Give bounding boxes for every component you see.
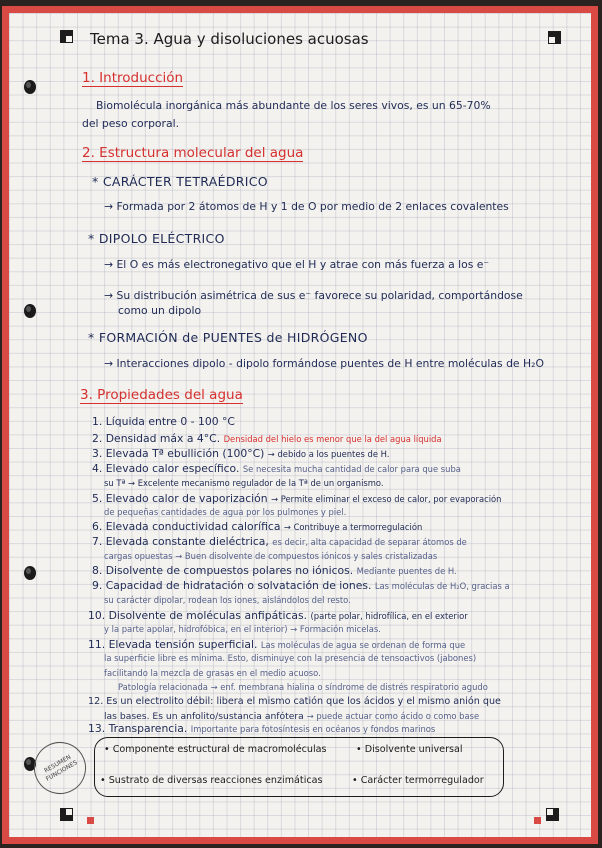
property-item: 11. Elevada tensión superficial. Las moléculas de agua se ordenan de forma que	[88, 638, 466, 651]
corner-marker-icon	[548, 31, 561, 44]
property-item: 12. Es un electrolito débil: libera el mismo catión que los ácidos y el mismo anión que	[88, 696, 501, 707]
property-item: su carácter dipolar, rodean los iones, aislándolos del resto.	[104, 595, 351, 605]
property-item: 4. Elevado calor específico. Se necesita mucha cantidad de calor para que suba	[92, 462, 461, 475]
binder-ring-icon	[24, 566, 36, 580]
corner-marker-icon	[60, 808, 73, 821]
property-item: 10. Disolvente de moléculas anfipáticas. (parte polar, hidrofílica, en el exterior	[88, 609, 468, 622]
summary-item: • Carácter termorregulador	[352, 775, 484, 786]
heading-properties: 3. Propiedades del agua	[80, 387, 243, 403]
intro-line: Biomolécula inorgánica más abundante de los seres vivos, es un 65-70%	[96, 99, 491, 112]
property-item: 7. Elevada constante dieléctrica, es decir, alta capacidad de separar átomos de	[92, 535, 467, 548]
summary-item: • Sustrato de diversas reacciones enzimáticas	[100, 775, 323, 786]
property-item: 8. Disolvente de compuestos polares no iónicos. Mediante puentes de H.	[92, 564, 457, 577]
property-item: la superficie libre es mínima. Esto, disminuye con la presencia de tensoactivos (jabones)	[104, 653, 477, 663]
structure-item: → Interacciones dipolo - dipolo formándose puentes de H entre moléculas de H₂O	[104, 357, 544, 370]
binder-ring-icon	[24, 304, 36, 318]
property-item: 6. Elevada conductividad calorífica → Contribuye a termorregulación	[92, 520, 423, 533]
property-item: 9. Capacidad de hidratación o solvatación de iones. Las moléculas de H₂O, gracias a	[92, 579, 510, 592]
property-item: Patología relacionada → enf. membrana hialina o síndrome de distrés respiratorio agudo	[118, 682, 488, 692]
property-item: las bases. Es un anfolito/sustancia anfótera → puede actuar como ácido o como base	[104, 711, 480, 722]
property-item: 1. Líquida entre 0 - 100 °C	[92, 415, 235, 428]
subheading-tetrahedral: * CARÁCTER TETRAÉDRICO	[92, 174, 268, 189]
corner-marker-icon	[546, 808, 559, 821]
property-item: facilitando la mezcla de grasas en el medio acuoso.	[104, 668, 321, 678]
summary-item: • Componente estructural de macromoléculas	[104, 744, 327, 755]
property-item: 5. Elevado calor de vaporización → Permite eliminar el exceso de calor, por evaporación	[92, 492, 502, 505]
property-item: de pequeñas cantidades de agua por los pulmones y piel.	[104, 507, 347, 517]
summary-item: • Disolvente universal	[356, 744, 463, 755]
page-title: Tema 3. Agua y disoluciones acuosas	[90, 30, 369, 48]
property-item: cargas opuestas → Buen disolvente de compuestos iónicos y sales cristalizadas	[104, 551, 438, 561]
property-item: su Tª → Excelente mecanismo regulador de la Tª de un organismo.	[104, 478, 384, 488]
summary-stamp: RESUMEN FUNCIONES	[24, 732, 95, 803]
subheading-dipole: * DIPOLO ELÉCTRICO	[88, 231, 225, 246]
structure-item: → Formada por 2 átomos de H y 1 de O por medio de 2 enlaces covalentes	[104, 200, 509, 213]
heading-structure: 2. Estructura molecular del agua	[82, 145, 304, 161]
binder-ring-icon	[24, 80, 36, 94]
red-tab-icon	[534, 817, 541, 824]
red-tab-icon	[87, 817, 94, 824]
structure-item: como un dipolo	[118, 304, 202, 317]
structure-item: → El O es más electronegativo que el H y atrae con más fuerza a los e⁻	[104, 258, 490, 271]
property-item: 13. Transparencia. Importante para fotosíntesis en océanos y fondos marinos	[88, 722, 436, 735]
subheading-hbonds: * FORMACIÓN de PUENTES de HIDRÓGENO	[88, 330, 368, 345]
corner-marker-icon	[60, 30, 73, 43]
intro-line: del peso corporal.	[82, 117, 180, 130]
structure-item: → Su distribución asimétrica de sus e⁻ favorece su polaridad, comportándose	[104, 289, 523, 302]
property-item: 3. Elevada Tª ebullición (100°C) → debido a los puentes de H.	[92, 447, 390, 460]
property-item: 2. Densidad máx a 4°C. Densidad del hielo es menor que la del agua líquida	[92, 432, 442, 445]
property-item: y la parte apolar, hidrofóbica, en el interior) → Formación micelas.	[104, 624, 381, 634]
heading-intro: 1. Introducción	[82, 70, 184, 86]
